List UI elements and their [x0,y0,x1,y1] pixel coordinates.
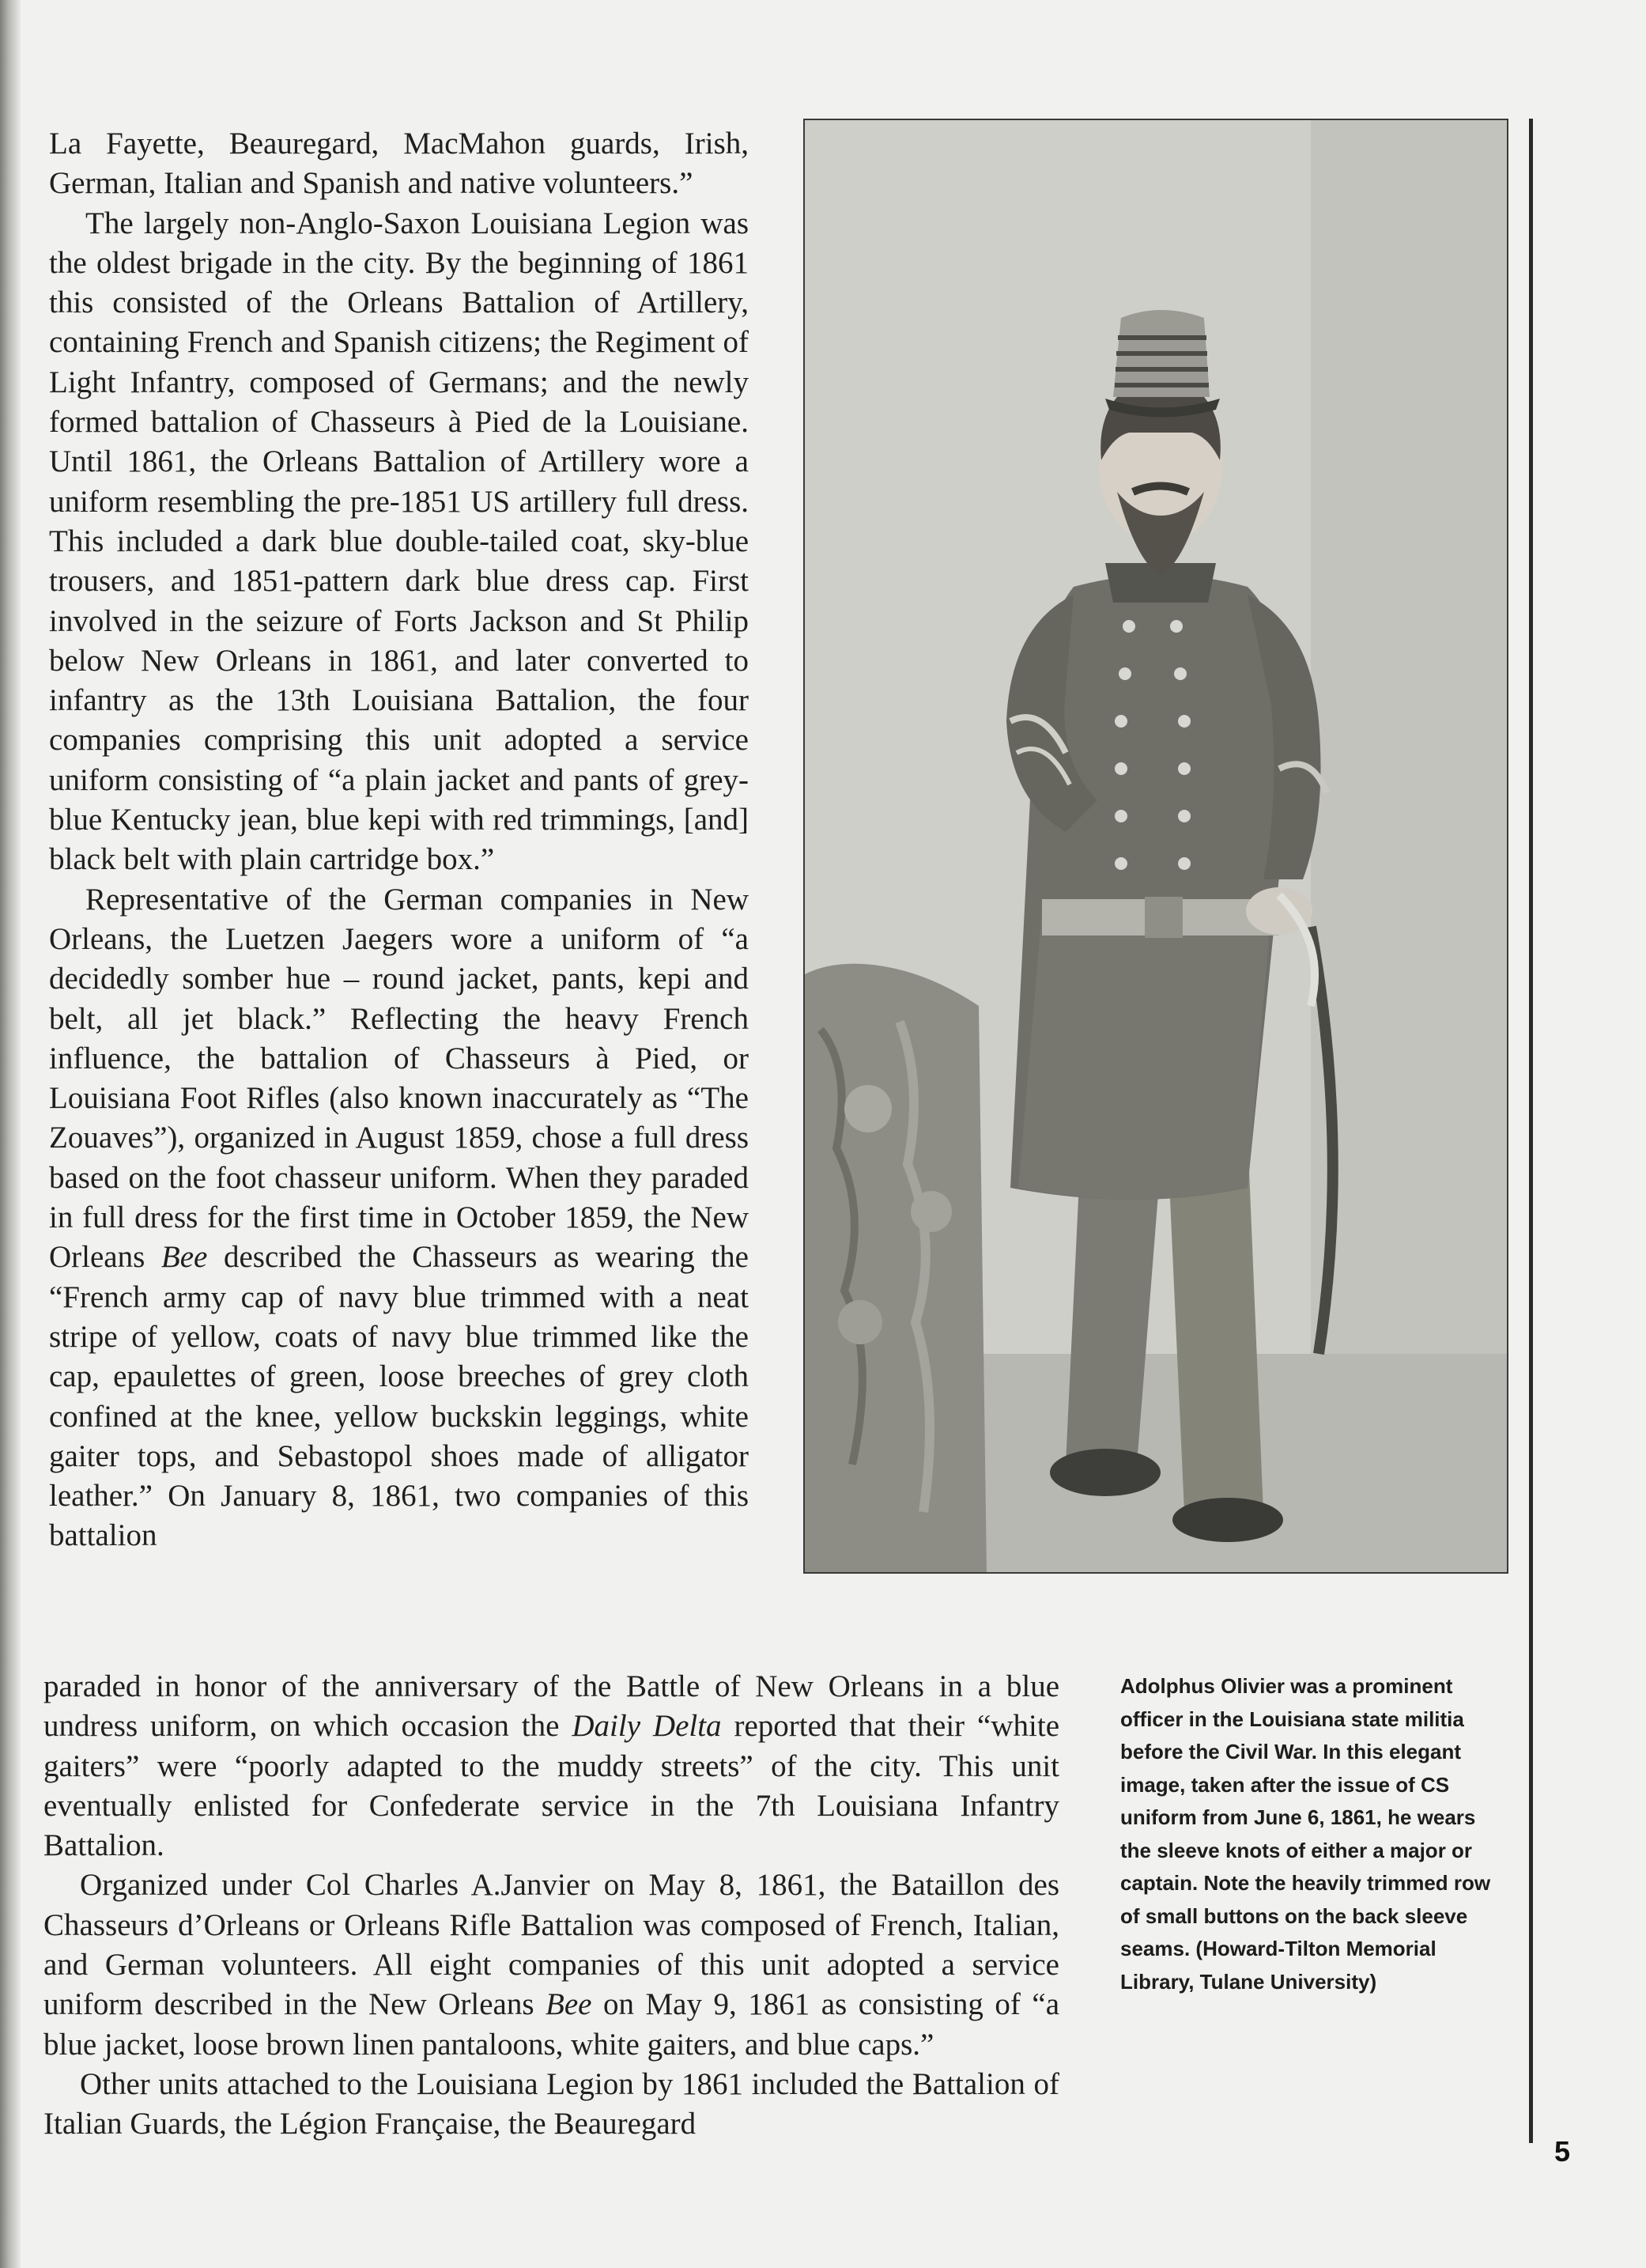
photo-caption: Adolphus Olivier was a prominent officer in the Louisiana state militia before the Civil War. In this elegant image, taken after the issue of CS uniform from June 6, 1861, he wears the sleeve knots of either a major or captain. Note the heavily trimmed row of small buttons on the back sleeve seams. (Howard-Tilton Memorial Library, Tulane University) [1120,1674,1491,1994]
officer-portrait-photo [803,119,1508,1574]
newspaper-title: Bee [160,1240,208,1275]
paragraph-paraded [43,1667,1059,1865]
paragraph-orleans-rifle-battalion [43,1865,1059,2064]
paragraph-continued: La Fayette, Beauregard, MacMahon guards, Irish, German, Italian and Spanish and native volunteers.” [49,127,749,201]
paragraph-other-units: Other units attached to the Louisiana Legion by 1861 included the Battalion of Italian Guards, the Légion Française, the Beauregard [43,2066,1059,2141]
paragraph-text: paraded in honor of the anniversary of the Battle of New Orleans in a blue undress uniform, on which occasion the [43,1669,1059,1744]
newspaper-title: Bee [546,1987,592,2022]
left-text-column [49,124,749,1678]
paragraph-louisiana-legion: The largely non-Anglo-Saxon Louisiana Legion was the oldest brigade in the city. By the beginning of 1861 this consisted of the Orleans Battalion of Artillery, containing French and Spanish citizens; the Regiment of Light Infantry, composed of Germans; and the newly formed battalion of Chasseurs à Pied de la Louisiane. Until 1861, the Orleans Battalion of Artillery wore a uniform resembling the pre-1851 US artillery full dress. This included a dark blue double-tailed coat, sky-blue trousers, and 1851-pattern dark blue dress cap. First involved in the seizure of Forts Jackson and St Philip below New Orleans in 1861, and later converted to infantry as the 13th Louisiana Battalion, the four companies comprising this unit adopted a service uniform consisting of “a plain jacket and pants of grey-blue Kentucky jean, blue kepi with red trimmings, [and] black belt with plain cartridge box.” [49,206,749,877]
paragraph-text: Representative of the German companies in New Orleans, the Luetzen Jaegers wore a uniform of “a decidedly somber hue – round jacket, pants, kepi and belt, all jet black.” Reflecting the heavy French influence, the battalion of Chasseurs à Pied, or Louisiana Foot Rifles (also known inaccurately as “The Zouaves”), organized in August 1859, chose a full dress based on the foot chasseur uniform. When they paraded in full dress for the first time in October 1859, the New Orleans [49,882,749,1275]
newspaper-title: Daily Delta [572,1709,722,1744]
page-number: 5 [1554,2135,1571,2168]
paragraph-text: on May 9, 1861 as consisting of “a blue jacket, loose brown linen pantaloons, white gaiters, and blue caps.” [43,1987,1059,2062]
paragraph-text: described the Chasseurs as wearing the “French army cap of navy blue trimmed with a neat stripe of yellow, coats of navy blue trimmed like the cap, epaulettes of green, loose breeches of grey cloth confined at the knee, yellow buckskin leggings, white gaiter tops, and Sebastopol shoes made of alligator leather.” On January 8, 1861, two companies of this battalion [49,1240,749,1553]
wide-text-block [43,1667,1059,2145]
portrait-illustration [805,120,1507,1572]
paragraph-text: reported that their “white gaiters” were “poorly adapted to the muddy streets” of the city. This unit eventually enlisted for Confederate service in the 7th Louisiana Infantry Battalion. [43,1709,1059,1863]
paragraph-luetzen-jaegers [49,880,749,1556]
page-binding-shadow [0,0,21,2268]
paragraph-text: Organized under Col Charles A.Janvier on May 8, 1861, the Bataillon des Chasseurs d’Orleans or Orleans Rifle Battalion was composed of French, Italian, and German volunteers. All eight companies of this unit adopted a service uniform described in the New Orleans [43,1868,1059,2022]
page-edge-rule [1529,119,1533,2143]
